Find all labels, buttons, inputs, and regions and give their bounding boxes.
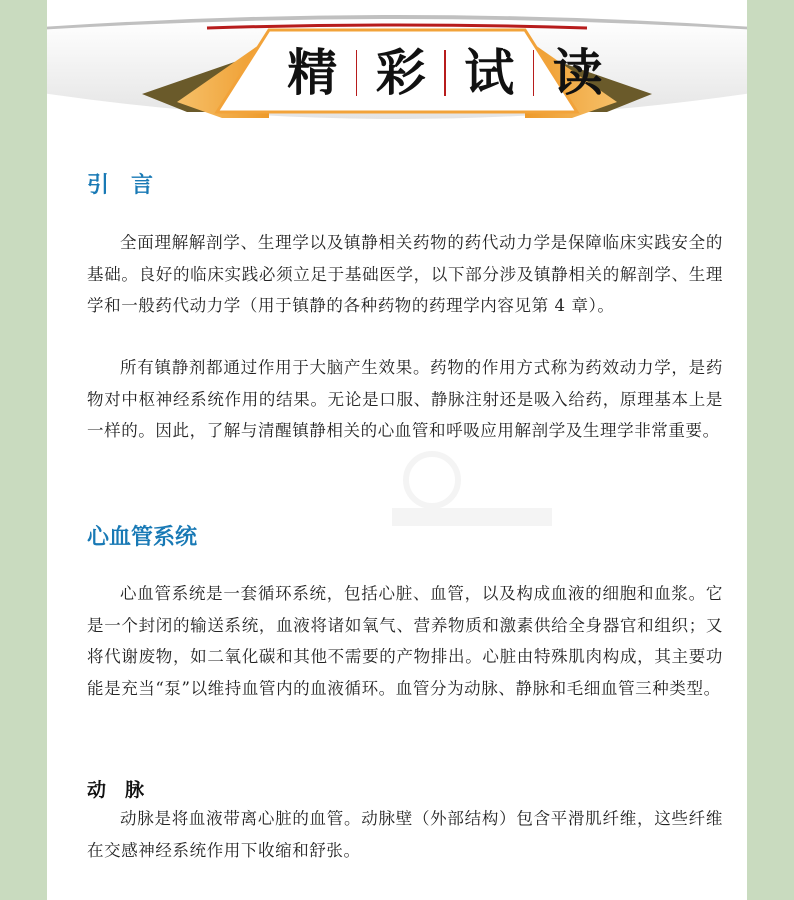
subsection-heading-artery: 动 脉 <box>87 779 145 801</box>
banner-title-char: 彩 <box>375 44 426 102</box>
banner-title-char: 试 <box>464 44 515 102</box>
book-page <box>47 0 747 900</box>
paragraph: 心血管系统是一套循环系统，包括心脏、血管，以及构成血液的细胞和血浆。它是一个封闭的输送系统，血液将诸如氧气、营养物质和激素供给全身器官和组织；又将代谢废物，如二氧化碳和其他不需要的产物排出。心脏由特殊肌肉构成，其主要功能是充当“泵”以维持血管内的血液循环。血管分为动脉、静脉和毛细血管三种类型。 <box>87 584 723 698</box>
section-heading-intro: 引 言 <box>87 173 154 198</box>
banner-title <box>269 40 621 106</box>
watermark-graphic <box>392 450 552 530</box>
banner-title-char: 读 <box>552 44 603 102</box>
paragraph: 动脉是将血液带离心脏的血管。动脉壁（外部结构）包含平滑肌纤维，这些纤维在交感神经系统作用下收缩和舒张。 <box>87 809 723 860</box>
section-heading-cardiovascular: 心血管系统 <box>87 525 198 550</box>
paragraph: 所有镇静剂都通过作用于大脑产生效果。药物的作用方式称为药效动力学，是药物对中枢神经系统作用的结果。无论是口服、静脉注射还是吸入给药，原理基本上是一样的。因此，了解与清醒镇静相关的心血管和呼吸应用解剖学及生理学非常重要。 <box>87 358 723 440</box>
banner-title-char: 精 <box>287 44 338 102</box>
paragraph: 全面理解解剖学、生理学以及镇静相关药物的药代动力学是保障临床实践安全的基础。良好的临床实践必须立足于基础医学，以下部分涉及镇静相关的解剖学、生理学和一般药代动力学（用于镇静的各种药物的药理学内容见第 4 章）。 <box>87 233 723 315</box>
